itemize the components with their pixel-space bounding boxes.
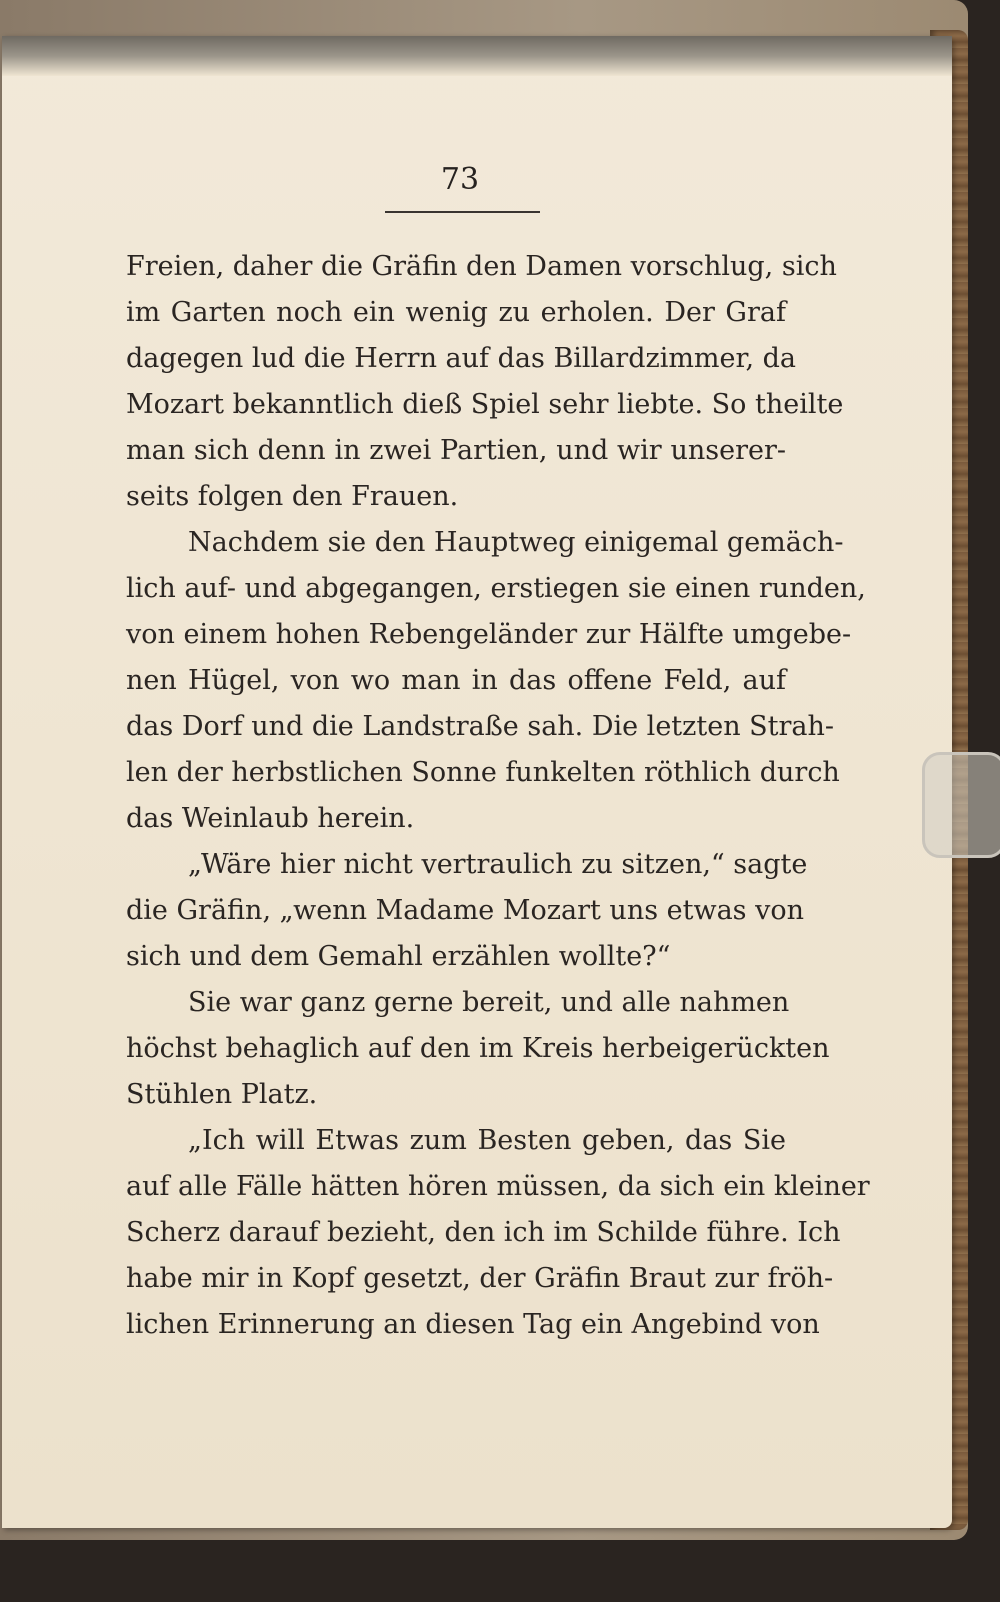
text-line: lich auf- und abgegangen, erstiegen sie einen runden, — [126, 573, 866, 604]
text-line: auf alle Fälle hätten hören müssen, da sich ein kleiner — [126, 1171, 870, 1202]
text-line: Scherz darauf bezieht, den ich im Schilde führe. Ich — [126, 1217, 841, 1248]
text-line: im Garten noch ein wenig zu erholen. Der Graf — [126, 297, 786, 328]
text-line: man sich denn in zwei Partien, und wir unserer- — [126, 435, 786, 466]
body-text — [126, 244, 870, 1348]
text-line: höchst behaglich auf den im Kreis herbeigerückten — [126, 1033, 830, 1064]
page-number: 73 — [440, 162, 480, 197]
text-line: sich und dem Gemahl erzählen wollte?“ — [126, 941, 671, 972]
text-line: das Dorf und die Landstraße sah. Die letzten Strah- — [126, 711, 835, 742]
text-line: dagegen lud die Herrn auf das Billardzimmer, da — [126, 343, 797, 374]
text-line: Stühlen Platz. — [126, 1079, 318, 1110]
page-top-shadow — [2, 36, 952, 76]
text-line: „Wäre hier nicht vertraulich zu sitzen,“ sagte — [188, 849, 808, 880]
text-line: seits folgen den Frauen. — [126, 481, 459, 512]
text-line: „Ich will Etwas zum Besten geben, das Sie — [188, 1125, 786, 1156]
text-line: len der herbstlichen Sonne funkelten röthlich durch — [126, 757, 840, 788]
text-line: habe mir in Kopf gesetzt, der Gräfin Braut zur fröh- — [126, 1263, 834, 1294]
header-rule — [385, 211, 540, 213]
text-line: von einem hohen Rebengeländer zur Hälfte umgebe- — [126, 619, 852, 650]
text-line: Nachdem sie den Hauptweg einigemal gemäch- — [188, 527, 844, 558]
text-line: die Gräfin, „wenn Madame Mozart uns etwas von — [126, 895, 805, 926]
text-line: lichen Erinnerung an diesen Tag ein Angebind von — [126, 1309, 820, 1340]
text-line: Freien, daher die Gräfin den Damen vorschlug, sich — [126, 251, 837, 282]
text-line: das Weinlaub herein. — [126, 803, 415, 834]
text-line: Mozart bekanntlich dieß Spiel sehr liebte. So theilte — [126, 389, 844, 420]
text-line: Sie war ganz gerne bereit, und alle nahmen — [188, 987, 790, 1018]
page-clip — [922, 752, 1000, 858]
text-line: nen Hügel, von wo man in das offene Feld, auf — [126, 665, 786, 696]
